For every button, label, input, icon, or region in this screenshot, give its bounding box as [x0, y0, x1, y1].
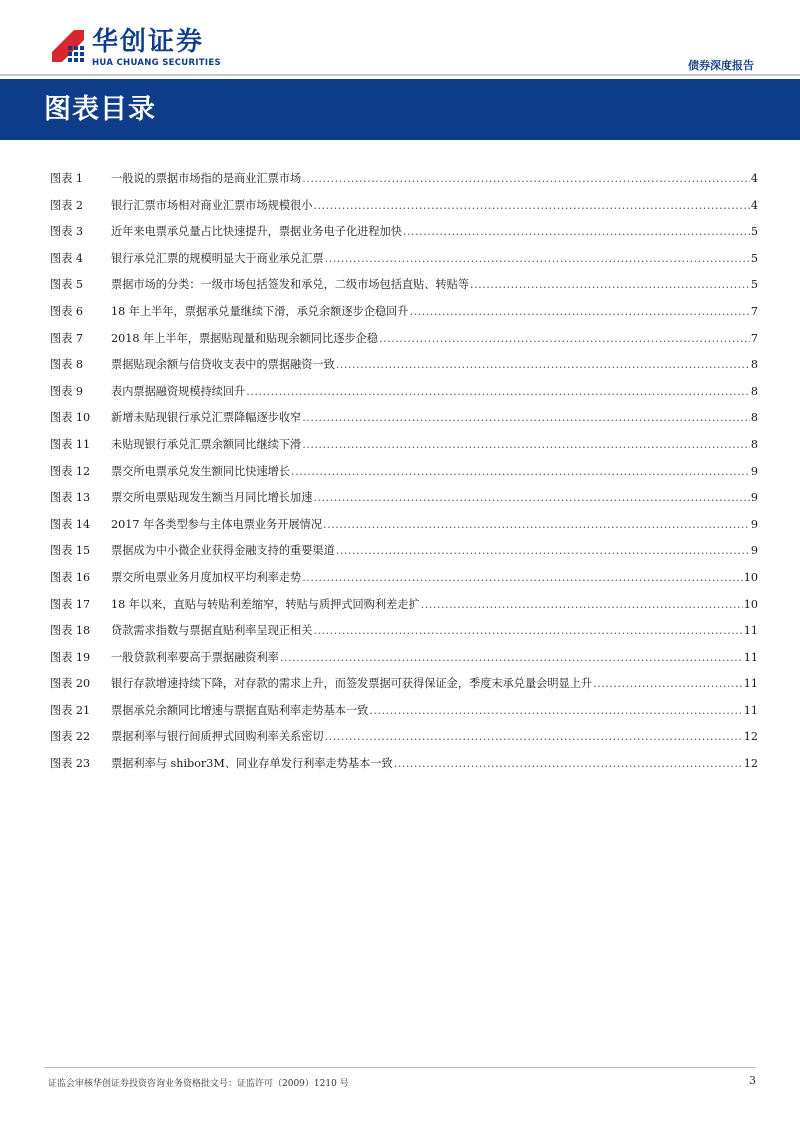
- toc-entry[interactable]: [50, 249, 758, 276]
- toc-entry-label: 图表 10: [50, 411, 91, 425]
- toc-entry-page: 4: [750, 172, 758, 185]
- toc-entry-label: 图表 5: [50, 278, 84, 292]
- toc-entry[interactable]: [50, 541, 758, 568]
- toc-entry-label: 图表 13: [50, 491, 91, 505]
- toc-leader-dots: [291, 462, 750, 482]
- toc-entry[interactable]: [50, 462, 758, 489]
- toc-leader-dots: [313, 621, 742, 641]
- section-banner: [0, 79, 800, 140]
- toc-entry[interactable]: [50, 196, 758, 223]
- toc-entry-title: 票交所电票贴现发生额当月同比增长加速: [111, 491, 313, 505]
- toc-entry[interactable]: [50, 275, 758, 302]
- toc-leader-dots: [593, 674, 743, 694]
- toc-entry-title: 18 年以来，直贴与转贴利差缩窄，转贴与质押式回购利差走扩: [111, 597, 420, 611]
- logo-chinese-name: 华创证券: [92, 27, 205, 57]
- toc-entry-page: 5: [750, 225, 758, 239]
- toc-entry[interactable]: [50, 169, 758, 196]
- toc-leader-dots: [394, 754, 743, 774]
- logo-icon: [50, 28, 84, 62]
- toc-leader-dots: [379, 329, 750, 349]
- toc-entry-label: 图表 21: [50, 703, 91, 717]
- toc-entry-page: 8: [750, 437, 758, 451]
- toc-entry-page: 9: [750, 517, 758, 531]
- toc-entry-page: 11: [743, 703, 758, 717]
- toc-entry-page: 11: [743, 677, 758, 691]
- toc-entry-title: 票据贴现余额与信贷收支表中的票据融资一致: [111, 358, 335, 372]
- toc-leader-dots: [325, 727, 743, 747]
- toc-entry-title: 18 年上半年，票据承兑量继续下滑，承兑余额逐步企稳回升: [111, 304, 409, 318]
- toc-entry-title: 银行汇票市场相对商业汇票市场规模很小: [111, 198, 313, 212]
- toc-entry-label: 图表 2: [50, 198, 84, 212]
- toc-entry[interactable]: [50, 329, 758, 356]
- toc-leader-dots: [302, 408, 750, 428]
- toc-entry-title: 票据承兑余额同比增速与票据直贴利率走势基本一致: [111, 703, 369, 717]
- toc-leader-dots: [403, 222, 750, 242]
- figure-table-of-contents: [50, 169, 758, 781]
- toc-entry-label: 图表 1: [50, 172, 84, 185]
- toc-entry[interactable]: [50, 435, 758, 462]
- toc-entry-label: 图表 18: [50, 624, 91, 638]
- toc-entry-title: 票据成为中小微企业获得金融支持的重要渠道: [111, 544, 335, 558]
- toc-entry-page: 9: [750, 544, 758, 558]
- toc-entry[interactable]: [50, 648, 758, 675]
- toc-entry[interactable]: [50, 488, 758, 515]
- toc-entry[interactable]: [50, 674, 758, 701]
- toc-entry-label: 图表 20: [50, 677, 91, 691]
- toc-entry-label: 图表 4: [50, 251, 84, 265]
- page-header: [0, 0, 800, 80]
- toc-entry-page: 9: [750, 464, 758, 478]
- toc-entry[interactable]: [50, 515, 758, 542]
- toc-entry-label: 图表 6: [50, 304, 84, 318]
- toc-leader-dots: [302, 169, 750, 189]
- toc-entry[interactable]: [50, 701, 758, 728]
- toc-leader-dots: [280, 648, 743, 668]
- toc-entry[interactable]: [50, 754, 758, 781]
- toc-leader-dots: [313, 488, 749, 508]
- toc-entry-title: 近年来电票承兑量占比快速提升，票据业务电子化进程加快: [111, 225, 402, 239]
- toc-entry[interactable]: [50, 727, 758, 754]
- toc-entry-page: 8: [750, 358, 758, 372]
- toc-entry-page: 8: [750, 384, 758, 398]
- toc-entry-title: 票交所电票承兑发生额同比快速增长: [111, 464, 291, 478]
- toc-entry-page: 10: [743, 597, 758, 611]
- toc-entry-page: 5: [750, 278, 758, 292]
- toc-entry[interactable]: [50, 222, 758, 249]
- logo-english-name: HUA CHUANG SECURITIES: [92, 58, 221, 68]
- toc-entry[interactable]: [50, 568, 758, 595]
- footer-license: 证监会审核华创证券投资咨询业务资格批文号：证监许可（2009）1210 号: [48, 1079, 349, 1089]
- toc-entry-title: 表内票据融资规模持续回升: [111, 384, 246, 398]
- toc-leader-dots: [421, 595, 743, 615]
- toc-leader-dots: [470, 275, 750, 295]
- toc-entry-title: 2018 年上半年，票据贴现量和贴现余额同比逐步企稳: [111, 331, 378, 345]
- toc-entry-label: 图表 16: [50, 570, 91, 584]
- toc-entry-page: 12: [743, 730, 758, 744]
- toc-entry-page: 11: [743, 650, 758, 664]
- toc-leader-dots: [336, 355, 750, 375]
- toc-entry-title: 银行存款增速持续下降，对存款的需求上升，而签发票据可获得保证金，季度末承兑量会明显上升: [111, 677, 593, 691]
- toc-entry-title: 未贴现银行承兑汇票余额同比继续下滑: [111, 437, 302, 451]
- toc-entry-page: 7: [750, 331, 758, 345]
- toc-entry-label: 图表 12: [50, 464, 91, 478]
- toc-entry-label: 图表 14: [50, 517, 91, 531]
- toc-entry-label: 图表 15: [50, 544, 91, 558]
- toc-entry-title: 贷款需求指数与票据直贴利率呈现正相关: [111, 624, 313, 638]
- toc-leader-dots: [302, 568, 743, 588]
- toc-leader-dots: [313, 196, 749, 216]
- toc-entry-page: 12: [743, 757, 758, 771]
- toc-entry-title: 票据利率与 shibor3M、同业存单发行利率走势基本一致: [111, 757, 393, 771]
- toc-leader-dots: [369, 701, 742, 721]
- toc-entry-label: 图表 23: [50, 757, 91, 771]
- toc-leader-dots: [325, 249, 750, 269]
- toc-entry[interactable]: [50, 621, 758, 648]
- page-number: 3: [749, 1074, 756, 1087]
- toc-entry-title: 新增未贴现银行承兑汇票降幅逐步收窄: [111, 411, 302, 425]
- toc-entry-title: 2017 年各类型参与主体电票业务开展情况: [111, 517, 323, 531]
- toc-leader-dots: [323, 515, 750, 535]
- footer-divider: [44, 1067, 756, 1068]
- header-divider: [0, 74, 800, 76]
- toc-leader-dots: [336, 541, 750, 561]
- toc-entry-page: 7: [750, 304, 758, 318]
- toc-entry-page: 10: [743, 570, 758, 584]
- toc-leader-dots: [246, 382, 750, 402]
- toc-entry-title: 银行承兑汇票的规模明显大于商业承兑汇票: [111, 251, 324, 265]
- toc-entry-page: 4: [750, 198, 758, 212]
- toc-entry-title: 一般贷款利率要高于票据融资利率: [111, 650, 279, 664]
- toc-entry-label: 图表 3: [50, 225, 84, 239]
- toc-entry[interactable]: [50, 595, 758, 622]
- toc-entry-title: 票据利率与银行间质押式回购利率关系密切: [111, 730, 324, 744]
- toc-entry-page: 11: [743, 624, 758, 638]
- toc-entry-label: 图表 7: [50, 331, 84, 345]
- toc-entry-title: 票交所电票业务月度加权平均利率走势: [111, 570, 302, 584]
- toc-entry-title: 一般说的票据市场指的是商业汇票市场: [111, 172, 302, 185]
- toc-leader-dots: [409, 302, 749, 322]
- toc-entry[interactable]: [50, 355, 758, 382]
- toc-entry-label: 图表 17: [50, 597, 91, 611]
- toc-entry-page: 9: [750, 491, 758, 505]
- section-title: 图表目录: [44, 94, 156, 125]
- toc-entry-label: 图表 9: [50, 384, 84, 398]
- toc-leader-dots: [302, 435, 750, 455]
- toc-entry-page: 5: [750, 251, 758, 265]
- toc-entry[interactable]: [50, 408, 758, 435]
- report-type: 债券深度报告: [688, 59, 754, 72]
- toc-entry[interactable]: [50, 302, 758, 329]
- toc-entry-label: 图表 11: [50, 437, 91, 451]
- toc-entry-label: 图表 19: [50, 650, 91, 664]
- toc-entry-title: 票据市场的分类：一级市场包括签发和承兑，二级市场包括直贴、转贴等: [111, 278, 470, 292]
- toc-entry-page: 8: [750, 411, 758, 425]
- toc-entry[interactable]: [50, 382, 758, 409]
- toc-entry-label: 图表 22: [50, 730, 91, 744]
- toc-entry-label: 图表 8: [50, 358, 84, 372]
